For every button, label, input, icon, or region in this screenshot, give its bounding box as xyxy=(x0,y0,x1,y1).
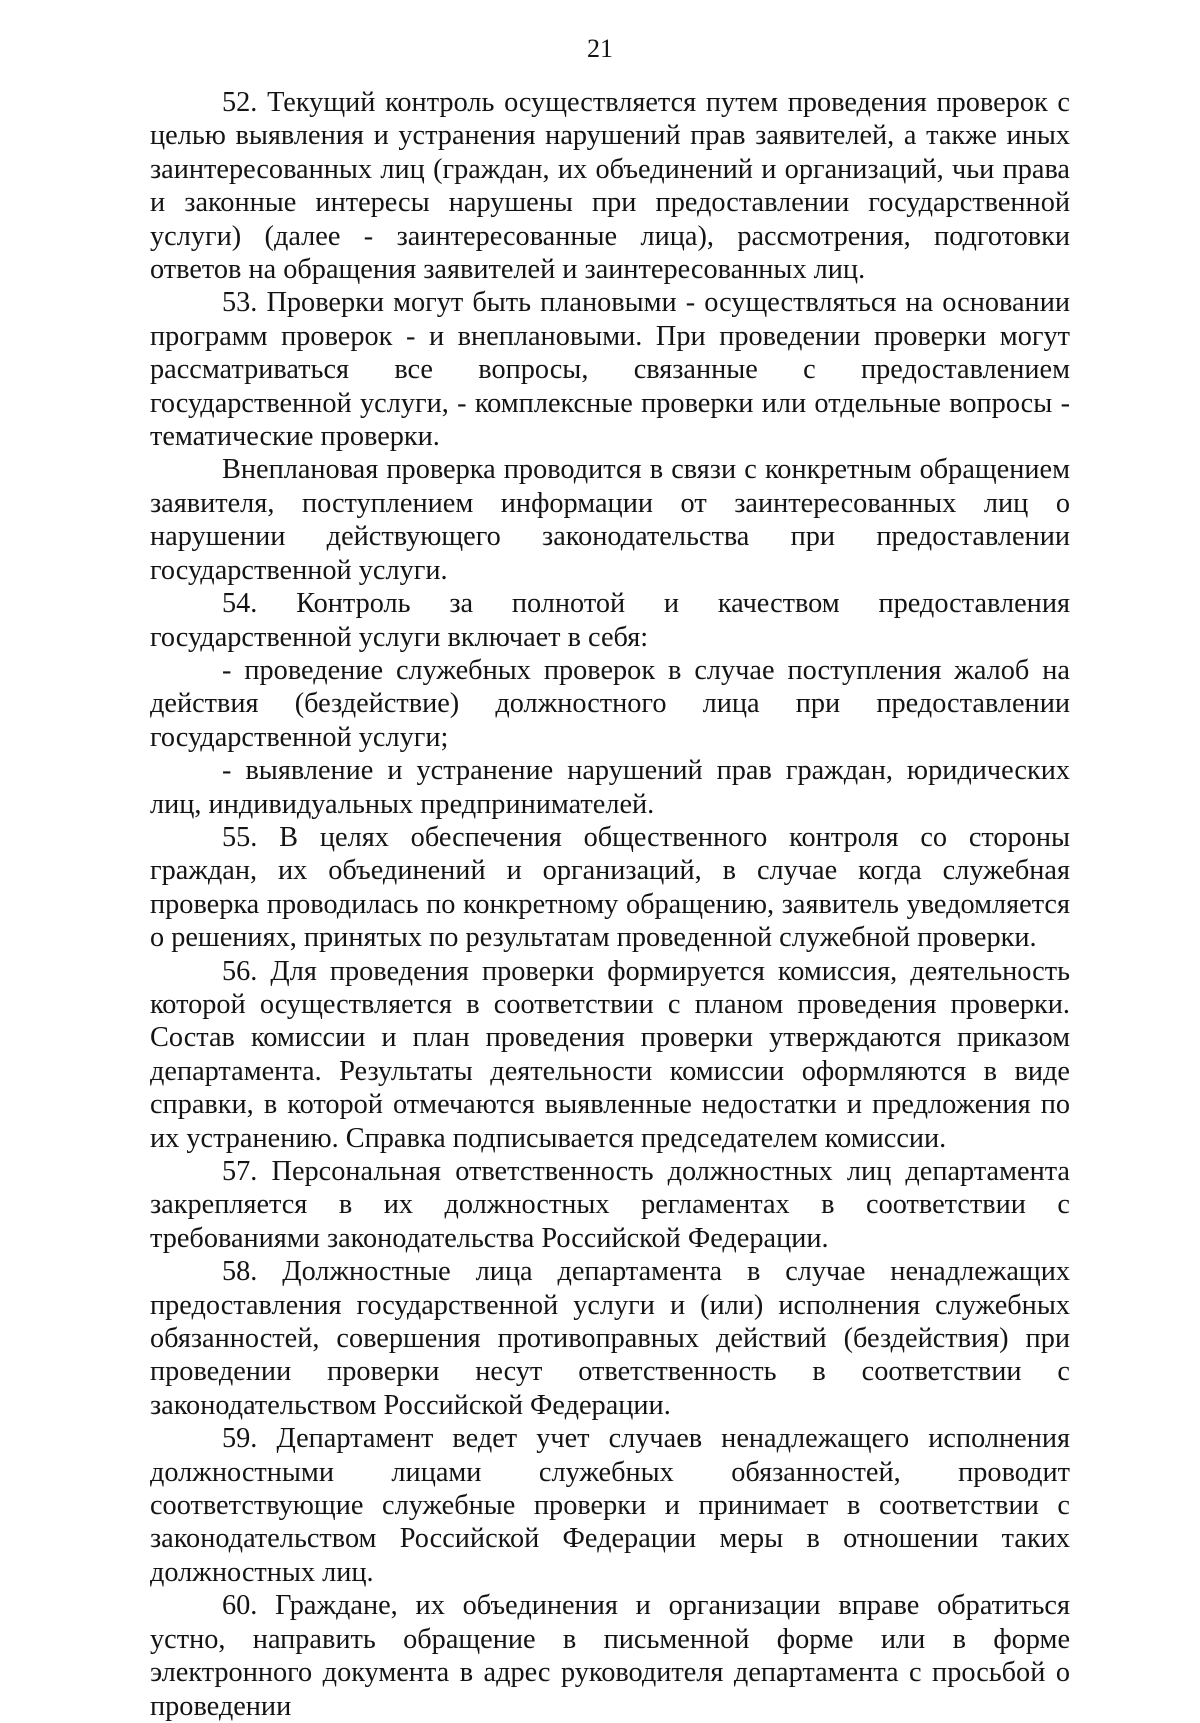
paragraph-54: 54. Контроль за полнотой и качеством предоставления государственной услуги включает в себя: xyxy=(150,588,1070,653)
paragraph-60: 60. Граждане, их объединения и организации вправе обратиться устно, направить обращение в письменной форме или в форме электронного документа в адрес руководителя департамента с просьбой о проведении xyxy=(150,1590,1070,1722)
paragraph-57: 57. Персональная ответственность должностных лиц департамента закрепляется в их должностных регламентах в соответствии с требованиями законодательства Российской Федерации. xyxy=(150,1156,1070,1254)
list-item-official-inspections: - проведение служебных проверок в случае поступления жалоб на действия (бездействие) должностного лица при предоставлении государственной услуги; xyxy=(150,654,1070,753)
list-item-violations: - выявление и устранение нарушений прав граждан, юридических лиц, индивидуальных предпринимателей. xyxy=(150,755,1070,820)
page-number: 21 xyxy=(587,34,613,63)
paragraph-53: 53. Проверки могут быть плановыми - осуществляться на основании программ проверок - и внеплановыми. При проведении проверки могут рассматриваться все вопросы, связанные с предоставлением государственной услуги, - комплексные проверки или отдельные вопросы - тематические проверки. xyxy=(150,287,1070,453)
paragraph-58: 58. Должностные лица департамента в случае ненадлежащих предоставления государственной услуги и (или) исполнения служебных обязанностей, совершения противоправных действий (бездействия) при проведении проверки несут ответственность в соответствии с законодательством Российской Федерации. xyxy=(150,1256,1070,1421)
paragraph-55: 55. В целях обеспечения общественного контроля со стороны граждан, их объединений и организаций, в случае когда служебная проверка проводилась по конкретному обращению, заявитель уведомляется о решениях, принятых по результатам проведенной служебной проверки. xyxy=(150,821,1070,954)
document-body xyxy=(150,86,1070,1723)
paragraph-unscheduled-inspection: Внеплановая проверка проводится в связи с конкретным обращением заявителя, поступлением информации от заинтересованных лиц о нарушении действующего законодательства при предоставлении государственной услуги. xyxy=(150,454,1070,586)
paragraph-56: 56. Для проведения проверки формируется комиссия, деятельность которой осуществляется в соответствии с планом проведения проверки. Состав комиссии и план проведения проверки утверждаются приказом департамента. Результаты деятельности комиссии оформляются в виде справки, в которой отмечаются выявленные недостатки и предложения по их устранению. Справка подписывается председателем комиссии. xyxy=(150,955,1070,1154)
paragraph-59: 59. Департамент ведет учет случаев ненадлежащего исполнения должностными лицами служебных обязанностей, проводит соответствующие служебные проверки и принимает в соответствии с законодательством Российской Федерации меры в отношении таких должностных лиц. xyxy=(150,1423,1070,1588)
paragraph-52: 52. Текущий контроль осуществляется путем проведения проверок с целью выявления и устранения нарушений прав заявителей, а также иных заинтересованных лиц (граждан, их объединений и организаций, чьи права и законные интересы нарушены при предоставлении государственной услуги) (далее - заинтересованные лица), рассмотрения, подготовки ответов на обращения заявителей и заинтересованных лиц. xyxy=(150,87,1070,286)
